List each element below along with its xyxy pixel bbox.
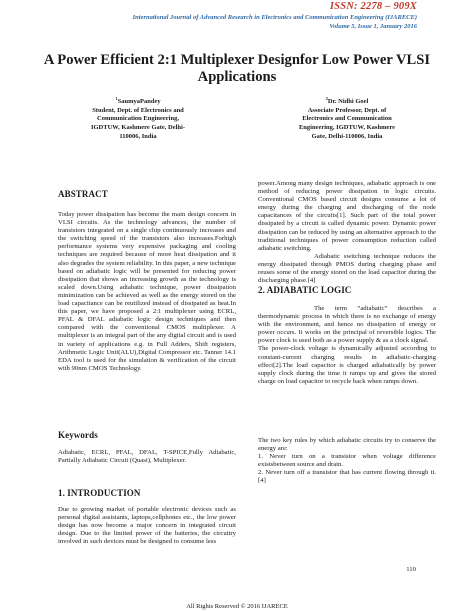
body-paragraph: Adiabatic switching technique reduces the energy dissipated through PMOS during charging phase and reuses some of the energy stored on the load capacitor during the discharging phase.[4] <box>258 252 436 285</box>
author-2-line: Associate Professor, Dept. of <box>307 106 387 114</box>
copyright-footer: All Rights Reserved © 2016 IJARECE <box>186 603 288 610</box>
body-paragraph: The term “adiabatic” describes a thermodynamic process in which there is no exchange of energy with the environment, and hence no dissipation of energy or power occurs. It works on the principal of reversible logics. The power clock is used both as a power supply & as a clock signal. <box>258 305 436 345</box>
author-2 <box>258 95 436 141</box>
body-paragraph: power.Among many design techniques, adiabatic approach is one method of reducing power dissipation in logic circuits. Conventional CMOS based circuit designs consume a lot of energy during the charging and discharging of the node capacitances of the circuits[1]. Such part of the total power dissipated by a circuit is called dynamic power. Dynamic power dissipation can be reduced by using an alternative approach to the traditional techniques of power consumption reduction called adiabatic switching. <box>258 180 436 252</box>
author-1-line: 110006, India <box>119 132 157 140</box>
rule-item: 1. Never turn on a transistor when voltage difference existsbetween source and drain. <box>258 453 436 469</box>
author-2-line: Gate, Delhi-110006, India <box>311 132 383 140</box>
section-2-heading: 2. ADIABATIC LOGIC <box>258 285 352 295</box>
right-column-text <box>258 180 436 285</box>
body-paragraph: The two key rules by which adiabatic circuits try to conserve the energy are: <box>258 437 436 453</box>
journal-volume: Volume 5, Issue 1, January 2016 <box>329 22 417 30</box>
author-1-line: IGDTUW, Kashmere Gate, Delhi- <box>90 123 186 131</box>
author-1-line: Student, Dept. of Electronics and <box>92 106 184 114</box>
rules-text <box>258 437 436 486</box>
issn-number: ISSN: 2278 – 909X <box>329 1 417 12</box>
body-paragraph: The power-clock voltage is dynamically adjusted according to constant-current charging results in adiabatic-charging effect[2].The load capacitor is charged adiabatically by power supply clock during the time it ramps up and gives the stored charge on load capacitor to recycle back when ramps down. <box>258 345 436 385</box>
journal-header <box>133 14 417 31</box>
abstract-text: Today power dissipation has become the main design concern in VLSI circuits. As the technology advances, the number of transistors integrated on a single chip continuously increases and the switching speed of the transistors also increases.Forhigh performance systems very expensive packaging and cooling techniques are required because of more heat dissipation and it also degrades the system reliability. In this paper, a new technique based on adiabatic logic will be presented for reducing power dissipation that shows an increasing growth as the technology is scaled down.Using adiabatic technique, power dissipation minimization can be achieved as well as the energy stored on the load capacitance can be reutilized instead of dissipated as heat.In this paper, we have proposed a 2:1 multiplexer using ECRL, PFAL & DFAL adiabatic logic design techniques and then compared with the conventional CMOS multiplexer. A multiplexer is an integral part of the any digital circuit and is used in variety of applications e.g. in Full Adders, Shift registers, Arithmetic Logic Unit(ALU),Digital Compressor etc. Tanner 14.1 EDA tool is used for the simulation & verification of the circuit with 90nm CMOS Technology. <box>58 211 236 372</box>
author-1 <box>58 95 218 141</box>
author-2-line: Electronics and Communication <box>302 115 392 123</box>
page-number: 110 <box>406 566 416 573</box>
keywords-heading: Keywords <box>58 430 98 440</box>
author-2-line: Engineering, IGDTUW, Kashmere <box>298 123 396 131</box>
abstract-heading: ABSTRACT <box>58 189 108 199</box>
rule-item: 2. Never turn off a transistor that has current flowing through it.[4] <box>258 469 436 485</box>
section-2-text <box>258 305 436 386</box>
paper-title: A Power Efficient 2:1 Multiplexer Designfor Low Power VLSI Applications <box>43 52 431 85</box>
introduction-heading: 1. INTRODUCTION <box>58 488 141 498</box>
author-1-line: Communication Engineering, <box>97 115 179 123</box>
author-2-name: $^2$Dr. Nidhi Goel <box>325 96 369 106</box>
journal-name: International Journal of Advanced Research in Electronics and Communication Engineering (IJARECE) <box>132 14 417 21</box>
author-1-name: $^1$SaumyaPandey <box>115 96 161 106</box>
introduction-text: Due to growing market of portable electronic devices such as personal digital assistants, laptops,cellphones etc., the low power design has now become a major concern in integrated circuit design. Due to the limited power of the batteries, the circuitry involved in such devices must be designed to consume less <box>58 506 236 546</box>
keywords-text: Adiabatic, ECRL, PFAL, DFAL, T-SPICE,Fully Adiabatic, Partially Adiabatic Circuit (Quasi), Multiplexer. <box>58 449 236 465</box>
